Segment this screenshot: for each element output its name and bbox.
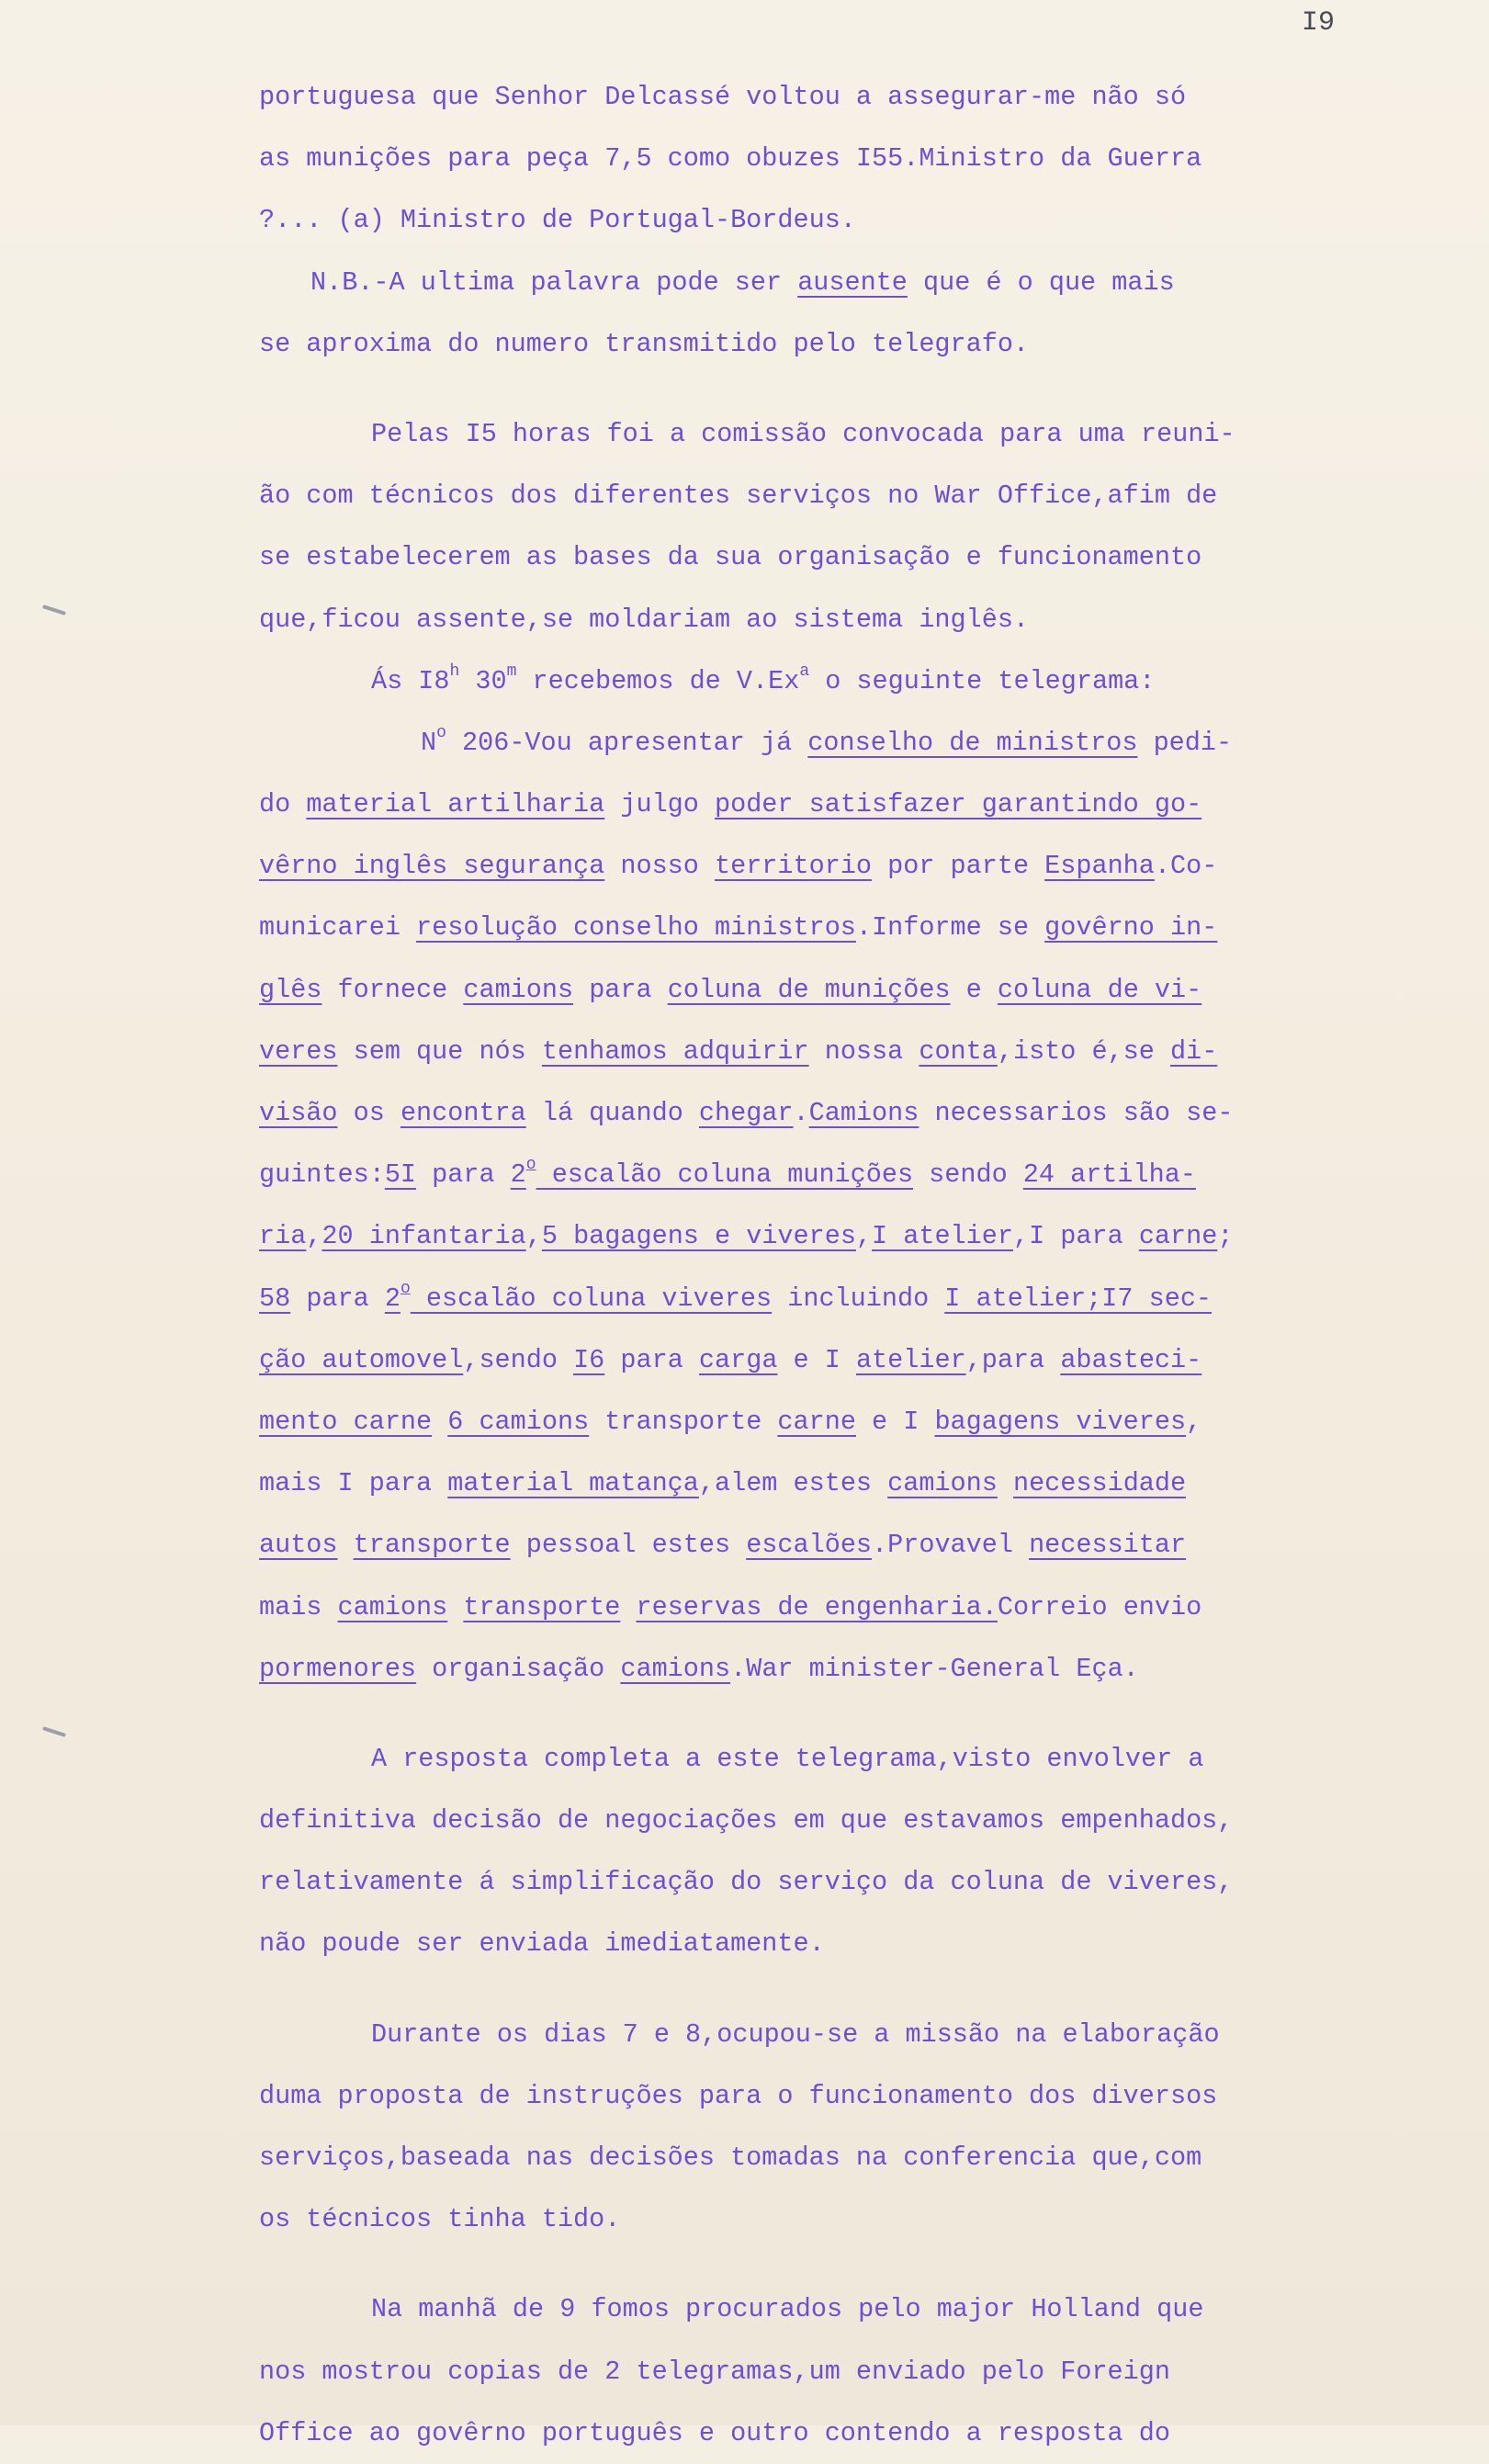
text-segment: para [290, 1283, 385, 1314]
text-line [259, 1790, 1398, 1851]
text-line [259, 835, 1398, 897]
text-segment: , [1186, 1406, 1202, 1437]
text-line [259, 1144, 1398, 1205]
underlined-text: reservas de engenharia. [636, 1591, 998, 1622]
text-segment: organisação [416, 1653, 621, 1684]
page-number: I9 [1302, 7, 1336, 39]
text-segment: e I [855, 1406, 935, 1437]
text-segment: Correio envio [997, 1591, 1202, 1622]
underlined-text: visão [259, 1098, 338, 1128]
text-line [259, 1082, 1398, 1144]
text-line [259, 2278, 1398, 2340]
text-segment: para [416, 1159, 511, 1191]
text-line [259, 2341, 1398, 2402]
text-segment: .Provavel [872, 1530, 1030, 1561]
underlined-text: material matança [447, 1468, 699, 1499]
underlined-text: I atelier;I7 sec- [944, 1283, 1213, 1314]
text-line [259, 1913, 1398, 1974]
superscript: o [400, 1279, 411, 1298]
underlined-text: glês [259, 974, 322, 1005]
underlined-text: encontra [400, 1098, 526, 1128]
underlined-text: ria [259, 1221, 307, 1252]
text-segment: ,isto é,se [997, 1035, 1170, 1067]
underlined-text: 6 camions [447, 1406, 590, 1437]
text-segment: pedi- [1137, 727, 1233, 758]
text-segment: mais I para [259, 1468, 448, 1499]
underlined-text: mento carne [259, 1406, 433, 1437]
binding-mark-upper [42, 605, 66, 616]
text-segment: serviços,baseada nas decisões tomadas na conferencia que,com [259, 2142, 1202, 2173]
text-segment: que é o que mais [907, 266, 1175, 298]
underlined-text: conta [919, 1035, 998, 1067]
underlined-text: govêrno in- [1044, 912, 1218, 944]
text-segment: Na manhã de 9 fomos procurados pelo major Holland que [371, 2294, 1204, 2325]
text-segment: , [525, 1221, 542, 1252]
underlined-text: transporte [463, 1591, 621, 1622]
superscript: h [449, 661, 460, 681]
text-segment: ,I para [1012, 1221, 1139, 1252]
text-segment: por parte [872, 851, 1045, 882]
text-segment: para [573, 974, 668, 1005]
text-segment: mais [259, 1591, 338, 1622]
text-segment: e [950, 974, 998, 1005]
underlined-text: ção automovel [259, 1344, 464, 1375]
text-line [259, 465, 1398, 526]
text-segment [432, 1407, 447, 1437]
underlined-text: carne [1138, 1221, 1218, 1252]
text-segment: relativamente á simplificação do serviço da coluna de viveres, [259, 1867, 1234, 1898]
typed-text-body [259, 66, 1398, 2464]
underlined-text: bagagens viveres [934, 1406, 1187, 1437]
superscript: m [506, 661, 517, 681]
text-segment: 30 [459, 665, 507, 696]
text-segment: lá quando [525, 1098, 699, 1128]
text-segment: ,alem estes [698, 1468, 888, 1499]
text-line [259, 712, 1398, 774]
underlined-text: Espanha [1044, 851, 1155, 882]
text-segment: municarei [259, 912, 417, 944]
text-segment: 206-Vou apresentar já [446, 727, 808, 758]
text-line [259, 526, 1398, 588]
text-line [259, 2188, 1398, 2250]
text-segment: nossa [808, 1035, 919, 1067]
text-line [259, 2065, 1398, 2127]
text-segment: .War minister-General Eça. [730, 1653, 1139, 1684]
text-segment: recebemos de V.Ex [516, 665, 800, 696]
underlined-text: I atelier [872, 1221, 1013, 1252]
text-segment: que,ficou assente,se moldariam ao sistema inglês. [259, 604, 1030, 635]
text-line [259, 1391, 1398, 1452]
text-segment [447, 1592, 463, 1622]
underlined-text: di- [1170, 1035, 1218, 1067]
text-segment: o seguinte telegrama: [809, 665, 1156, 696]
text-segment: os [337, 1098, 400, 1128]
text-segment: do [259, 789, 307, 820]
text-segment [338, 1530, 354, 1560]
paragraph-gap [259, 1975, 1398, 2004]
text-segment: para [604, 1344, 699, 1375]
underlined-text: coluna de munições [667, 974, 951, 1005]
text-segment: N [421, 727, 437, 758]
text-segment: A resposta completa a este telegrama,visto envolver a [371, 1743, 1204, 1774]
text-line [259, 2402, 1398, 2464]
text-line [259, 1021, 1398, 1082]
text-segment: os técnicos tinha tido. [259, 2204, 621, 2235]
text-line [259, 1638, 1398, 1700]
underlined-text: material artilharia [306, 789, 605, 820]
underlined-text: camions [463, 974, 574, 1005]
text-line [259, 403, 1398, 465]
paragraph-gap [259, 375, 1398, 403]
text-segment: duma proposta de instruções para o funcionamento dos diversos [259, 2080, 1218, 2111]
underlined-text: abasteci- [1060, 1344, 1202, 1375]
text-segment: julgo [604, 789, 715, 820]
underlined-text: veres [259, 1035, 338, 1067]
underlined-text: camions [887, 1468, 998, 1499]
text-segment: guintes: [259, 1159, 385, 1191]
text-segment: ; [1217, 1221, 1234, 1252]
underlined-text: carga [698, 1344, 778, 1375]
underlined-text: conselho de ministros [807, 727, 1138, 758]
text-segment: .Informe se [855, 912, 1045, 944]
underlined-text: atelier [855, 1344, 966, 1375]
text-segment: não poude ser enviada imediatamente. [259, 1928, 825, 1960]
text-segment: e I [777, 1344, 856, 1375]
text-line [259, 2127, 1398, 2188]
underlined-text: tenhamos adquirir [541, 1035, 809, 1067]
text-segment: sem que nós [337, 1035, 542, 1067]
text-segment: ão com técnicos dos diferentes serviços no War Office,afim de [259, 480, 1218, 512]
text-segment: definitiva decisão de negociações em que estavamos empenhados, [259, 1805, 1234, 1837]
text-segment: N.B.-A ultima palavra pode ser [310, 266, 798, 298]
text-line [259, 1728, 1398, 1790]
text-line [259, 1851, 1398, 1913]
text-segment: incluindo [772, 1283, 945, 1314]
underlined-text: pormenores [259, 1653, 417, 1684]
underlined-text: 5 bagagens e viveres [541, 1221, 856, 1252]
text-segment: Pelas I5 horas foi a comissão convocada para uma reuni- [371, 418, 1235, 449]
underlined-text: camions [337, 1591, 448, 1622]
text-line [259, 1577, 1398, 1638]
text-line [259, 128, 1398, 189]
text-segment: se aproxima do numero transmitido pelo telegrafo. [259, 328, 1030, 359]
text-segment: Ás I8 [371, 665, 450, 696]
underlined-text: necessitar [1029, 1530, 1187, 1561]
text-line [259, 897, 1398, 958]
underlined-text: territorio [715, 851, 873, 882]
text-segment [620, 1592, 636, 1622]
underlined-text: 2 [384, 1283, 400, 1314]
text-segment: transporte [589, 1406, 778, 1437]
underlined-text: resolução conselho ministros [416, 912, 856, 944]
underlined-text: escalões [746, 1530, 873, 1561]
text-segment: as munições para peça 7,5 como obuzes I55.Ministro da Guerra [259, 143, 1202, 175]
underlined-text: 24 artilha- [1022, 1159, 1196, 1191]
text-line [259, 1452, 1398, 1514]
text-segment: nosso [604, 851, 715, 882]
text-line [259, 1268, 1398, 1329]
text-segment: necessarios são se- [919, 1098, 1234, 1128]
underlined-text: carne [777, 1406, 856, 1437]
superscript: o [525, 1156, 536, 1175]
text-segment: portuguesa que Senhor Delcassé voltou a assegurar-me não só [259, 82, 1187, 112]
superscript: a [799, 661, 810, 681]
text-segment: , [306, 1221, 322, 1252]
text-line [259, 189, 1398, 251]
text-segment: ?... (a) Ministro de Portugal-Bordeus. [259, 205, 856, 236]
text-segment: ,sendo [463, 1344, 574, 1375]
underlined-text: Camions [808, 1098, 919, 1128]
underlined-text: escalão coluna munições [536, 1159, 914, 1191]
superscript: o [436, 723, 446, 742]
text-segment: . [793, 1098, 809, 1128]
text-line [259, 1205, 1398, 1267]
text-line [259, 589, 1398, 650]
underlined-text: 5I [384, 1159, 417, 1191]
paragraph-gap [259, 2250, 1398, 2278]
text-line [259, 313, 1398, 375]
text-line [259, 1329, 1398, 1391]
underlined-text: camions [620, 1653, 731, 1684]
text-segment: , [855, 1221, 873, 1252]
underlined-text: chegar [698, 1098, 794, 1128]
underlined-text: coluna de vi- [997, 974, 1202, 1005]
paragraph-gap [259, 1700, 1398, 1728]
underlined-text: 20 infantaria [321, 1221, 526, 1252]
text-segment: fornece [321, 974, 464, 1005]
text-segment: pessoal estes [510, 1530, 747, 1561]
text-segment: nos mostrou copias de 2 telegramas,um enviado pelo Foreign [259, 2356, 1170, 2387]
text-segment: Office ao govêrno português e outro contendo a resposta do [259, 2417, 1170, 2448]
text-segment: .Co- [1154, 851, 1218, 882]
underlined-text: ausente [797, 266, 908, 298]
text-segment: sendo [913, 1159, 1023, 1191]
underlined-text: vêrno inglês segurança [259, 851, 605, 882]
text-line [259, 774, 1398, 835]
text-line [259, 650, 1398, 712]
underlined-text: autos [259, 1530, 338, 1561]
text-segment [998, 1468, 1013, 1498]
underlined-text: 2 [510, 1159, 526, 1191]
binding-mark-lower [42, 1726, 66, 1737]
text-line [259, 1514, 1398, 1576]
underlined-text: poder satisfazer garantindo go- [715, 789, 1202, 820]
text-segment: Durante os dias 7 e 8,ocupou-se a missão na elaboração [371, 2018, 1220, 2050]
text-line [259, 252, 1398, 313]
text-segment: se estabelecerem as bases da sua organisação e funcionamento [259, 542, 1202, 573]
text-line [259, 959, 1398, 1021]
text-line [259, 66, 1398, 128]
underlined-text: necessidade [1012, 1468, 1187, 1499]
underlined-text: I6 [573, 1344, 605, 1375]
text-segment: ,para [965, 1344, 1061, 1375]
underlined-text: 58 [259, 1283, 291, 1314]
underlined-text: transporte [353, 1530, 511, 1561]
underlined-text: escalão coluna viveres [410, 1283, 773, 1314]
text-line [259, 2004, 1398, 2065]
